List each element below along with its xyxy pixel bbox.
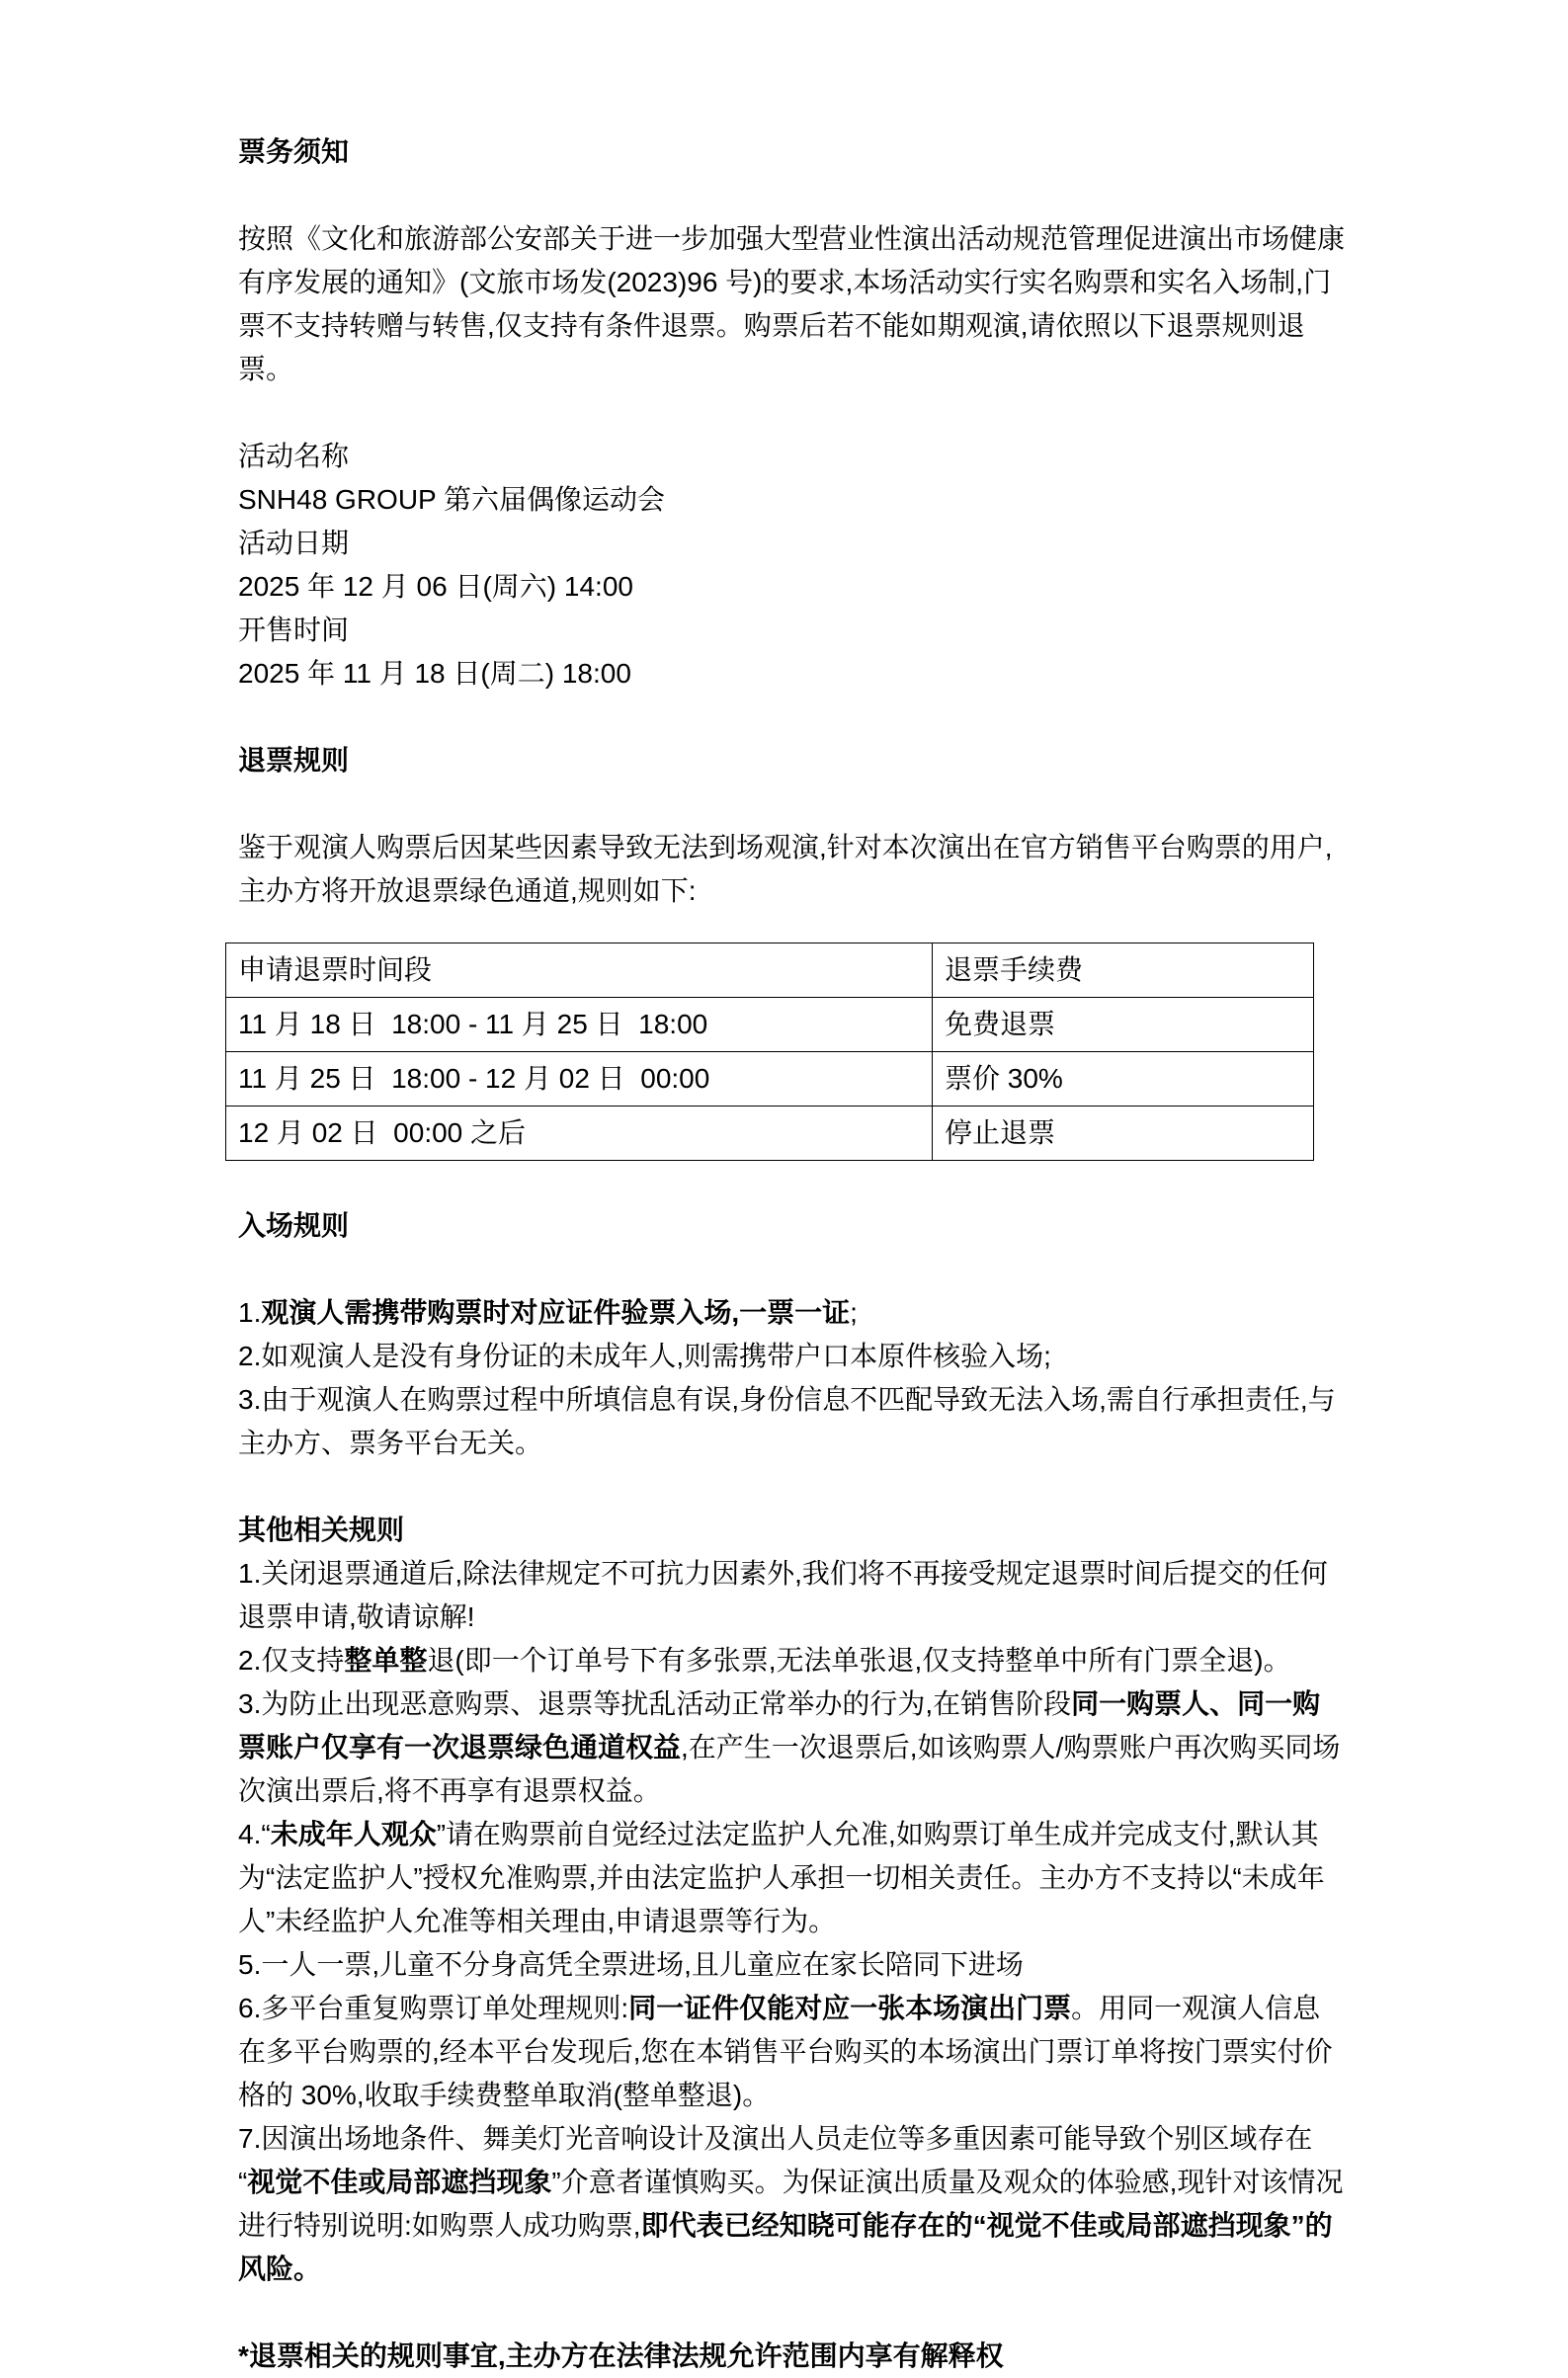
refund-rules-heading: 退票规则 [238,745,350,776]
text-run: ; [850,1297,858,1328]
text-run: 1.关闭退票通道后,除法律规定不可抗力因素外,我们将不再接受规定退票时间后提交的任何退票申请,敬请谅解! [238,1558,1328,1632]
event-name-value: SNH48 GROUP 第六届偶像运动会 [238,484,665,515]
table-row [226,1107,1314,1161]
text-run: ,在产生一次退票后,如该购票人/购票账户再次购买同场次演出票后,将不再享有退票权益。 [238,1732,1341,1806]
entry-rules-list [238,1291,1345,1465]
text-run: 3.由于观演人在购票过程中所填信息有误,身份信息不匹配导致无法入场,需自行承担责任,与主办方、票务平台无关。 [238,1384,1336,1458]
other-rule-item [238,1987,1345,2117]
other-rules-list [238,1552,1345,2291]
event-name-label: 活动名称 [238,441,350,471]
other-rules-heading: 其他相关规则 [238,1515,405,1545]
event-date-label: 活动日期 [238,528,350,558]
refund-rules-intro: 鉴于观演人购票后因某些因素导致无法到场观演,针对本次演出在官方销售平台购票的用户,主办方将开放退票绿色通道,规则如下: [238,832,1333,906]
text-run: 。用同一观演人信息在多平台购票的,经本平台发现后,您在本销售平台购买的本场演出门票订单将按门票实付价格的 30%,收取手续费整单取消(整单整退)。 [238,1993,1333,2110]
text-run: ”请在购票前自觉经过法定监护人允准,如购票订单生成并完成支付,默认其为“法定监护人”授权允准购票,并由法定监护人承担一切相关责任。主办方不支持以“未成年人”未经监护人允准等相关理由,申请退票等行为。 [238,1819,1325,1936]
entry-rules-heading: 入场规则 [238,1210,350,1241]
text-run: 4.“ [238,1819,271,1849]
entry-rule-item [238,1378,1345,1465]
text-run: 2.如观演人是没有身份证的未成年人,则需携带户口本原件核验入场; [238,1341,1051,1371]
refund-fee-header: 退票手续费 [933,943,1314,998]
text-run: 2.仅支持 [238,1645,345,1676]
other-rule-item [238,2117,1345,2291]
doc-title: 票务须知 [238,136,350,167]
refund-window-cell: 12 月 02 日 00:00 之后 [226,1107,933,1161]
bold-text-run: 即代表已经知晓可能存在的“视觉不佳或局部遮挡现象”的风险。 [238,2210,1333,2284]
event-info-block [238,435,1345,696]
text-run: 1. [238,1297,262,1328]
bold-text-run: 观演人需携带购票时对应证件验票入场,一票一证 [261,1297,851,1328]
refund-fee-cell: 停止退票 [933,1107,1314,1161]
bold-text-run: *退票相关的规则事宜,主办方在法律法规允许范围内享有解释权 [238,2340,1004,2371]
entry-rule-item [238,1291,1345,1335]
text-run: 退(即一个订单号下有多张票,无法单张退,仅支持整单中所有门票全退)。 [427,1645,1291,1676]
text-run: ”介意者谨慎购买。为保证演出质量及观众的体验感,现针对该情况进行特别说明:如购票人成功购票, [238,2167,1344,2241]
other-rule-item [238,1682,1345,1813]
other-rule-item [238,1639,1345,1682]
text-run: 7.因演出场地条件、舞美灯光音响设计及演出人员走位等多重因素可能导致个别区域存在“ [238,2123,1313,2197]
refund-schedule-table [225,943,1314,1161]
table-header-row [226,943,1314,998]
refund-fee-cell: 票价 30% [933,1052,1314,1107]
event-date-value: 2025 年 12 月 06 日(周六) 14:00 [238,571,633,602]
refund-window-cell: 11 月 25 日 18:00 - 12 月 02 日 00:00 [226,1052,933,1107]
sale-time-value: 2025 年 11 月 18 日(周二) 18:00 [238,658,631,689]
refund-window-header: 申请退票时间段 [226,943,933,998]
other-rule-item [238,1552,1345,1639]
other-rule-item [238,1813,1345,1943]
bold-text-run: 未成年人观众 [270,1819,437,1849]
table-row [226,998,1314,1052]
table-row [226,1052,1314,1107]
refund-fee-cell: 免费退票 [933,998,1314,1052]
bold-text-run: 视觉不佳或局部遮挡现象 [247,2167,552,2197]
entry-rule-item [238,1335,1345,1378]
text-run: 3.为防止出现恶意购票、退票等扰乱活动正常举办的行为,在销售阶段 [238,1688,1072,1719]
bold-text-run: 同一购票人、同一购票账户仅享有一次退票绿色通道权益 [238,1688,1321,1763]
bold-text-run: 同一证件仅能对应一张本场演出门票 [628,1993,1072,2023]
sale-time-label: 开售时间 [238,615,350,645]
bold-text-run: 整单整 [344,1645,428,1676]
intro-paragraph: 按照《文化和旅游部公安部关于进一步加强大型营业性演出活动规范管理促进演出市场健康有序发展的通知》(文旅市场发(2023)96 号)的要求,本场活动实行实名购票和实名入场制,门票不支持转赠与转售,仅支持有条件退票。购票后若不能如期观演,请依照以下退票规则退票。 [238,223,1346,384]
text-run: 6.多平台重复购票订单处理规则: [238,1993,629,2023]
other-rule-item [238,1943,1345,1987]
text-run: 5.一人一票,儿童不分身高凭全票进场,且儿童应在家长陪同下进场 [238,1949,1024,1980]
disclaimer-note [238,2335,1345,2378]
refund-window-cell: 11 月 18 日 18:00 - 11 月 25 日 18:00 [226,998,933,1052]
